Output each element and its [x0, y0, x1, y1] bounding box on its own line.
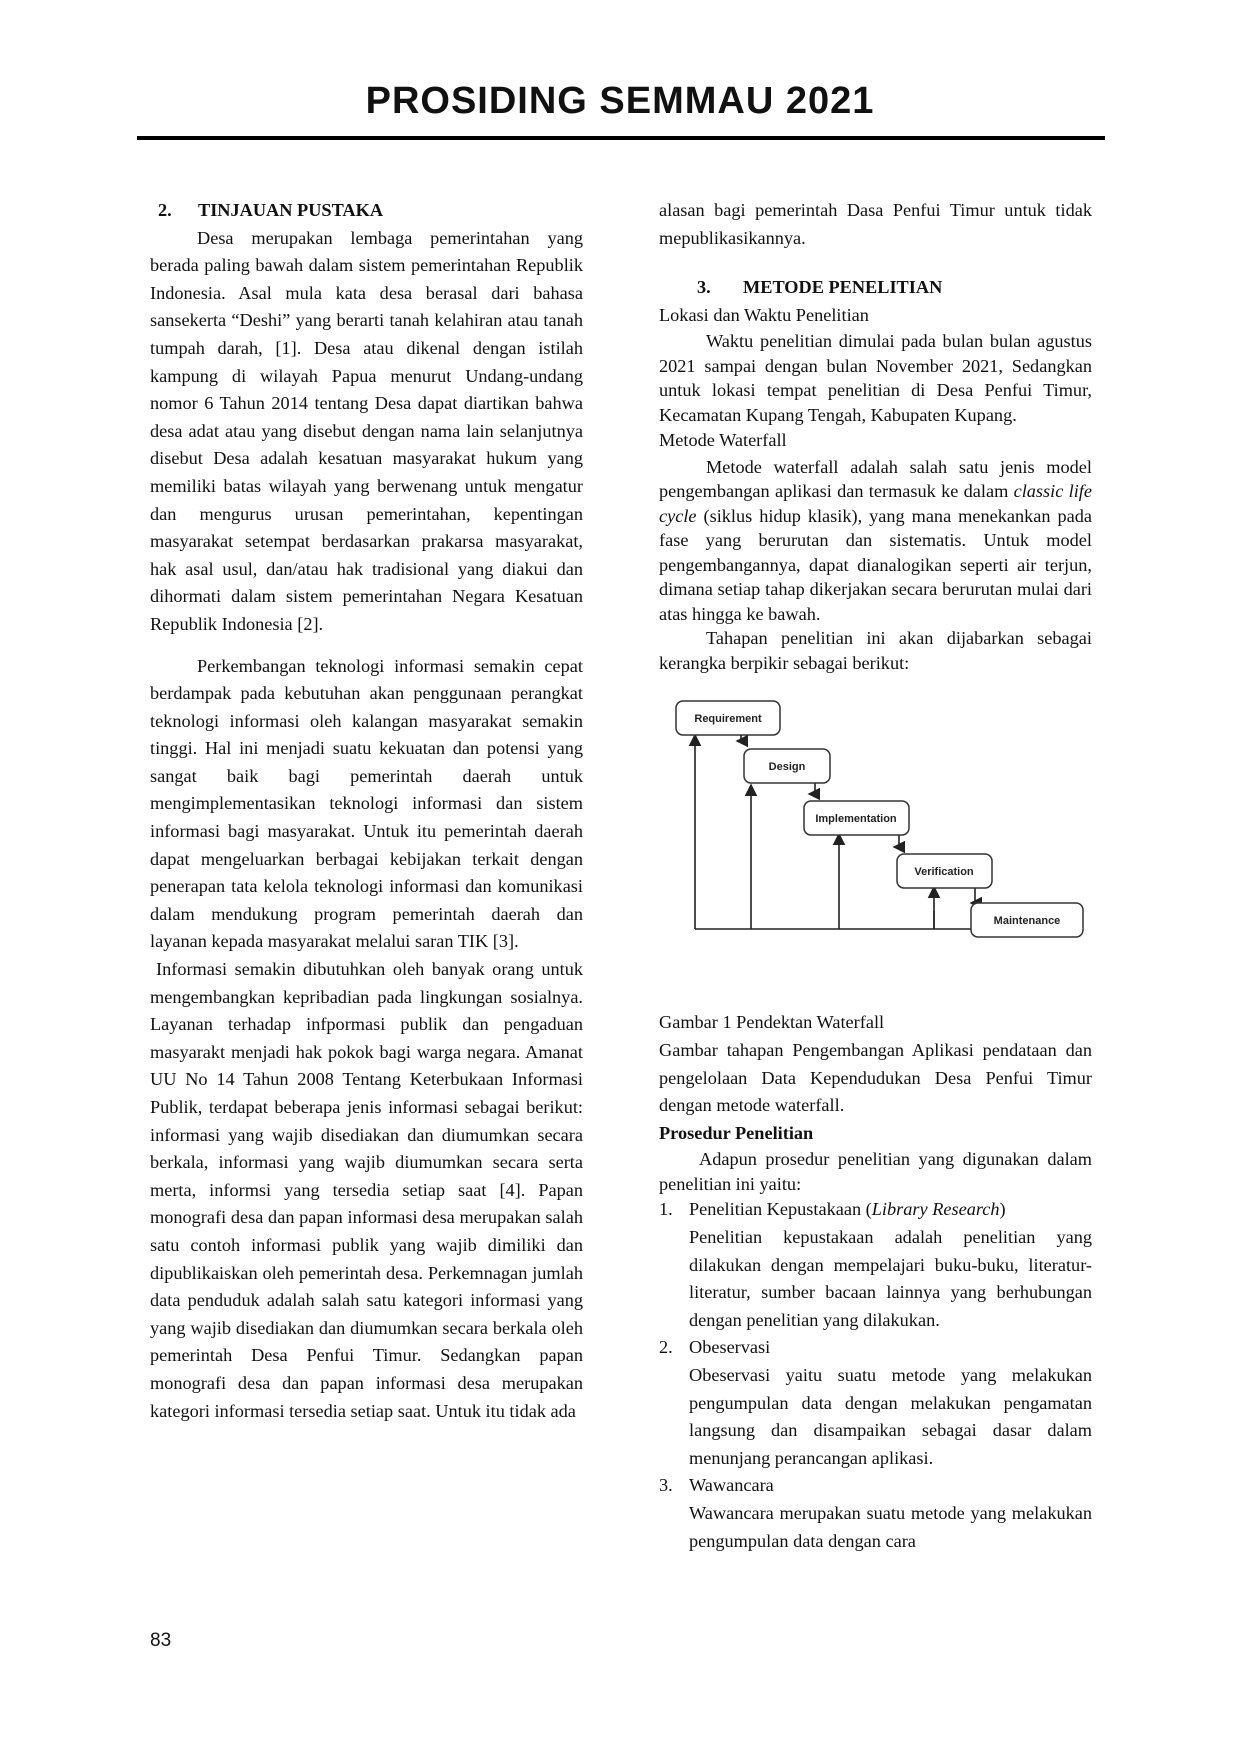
list-item: [659, 1472, 1092, 1555]
list-item-title: Penelitian Kepustakaan (Library Research): [689, 1199, 1006, 1220]
list-item: [659, 1334, 1092, 1472]
list-number: 2.: [659, 1337, 673, 1358]
paragraph-continuation: alasan bagi pemerintah Dasa Penfui Timur untuk tidak mepublikasikannya.: [659, 200, 1092, 248]
section-2-heading: [150, 197, 583, 225]
journal-title: PROSIDING SEMMAU 2021: [365, 80, 875, 122]
left-column: [150, 197, 583, 1425]
page-number: 83: [150, 1630, 172, 1651]
paragraph-waterfall: Metode waterfall adalah salah satu jenis model pengembangan aplikasi dan termasuk ke dalam classic life cycle (siklus hidup klasik), yang mana menekankan pada fase yang berurutan dan sistematis. Untuk model pengembangannya, dapat dianalogikan seperti air terjun, dimana setiap tahap dikerjakan secara berurutan mulai dari atas hingga ke bawah.: [659, 456, 1092, 624]
section-title: METODE PENELITIAN: [743, 277, 943, 298]
italic-term: classic life cycle: [659, 481, 1092, 526]
list-number: 3.: [659, 1475, 673, 1496]
header-rule: [137, 136, 1105, 140]
label-requirement: Requirement: [694, 713, 762, 726]
list-item-body: Wawancara merupakan suatu metode yang melakukan pengumpulan data dengan cara: [689, 1502, 1092, 1551]
list-item-title: Wawancara: [689, 1475, 774, 1496]
label-maintenance: Maintenance: [993, 915, 1061, 928]
subheading-waterfall: Metode Waterfall: [659, 430, 787, 451]
list-item-body: Obeservasi yaitu suatu metode yang melakukan pengumpulan data dengan melakukan pengamatan langsung dan disampaikan sebagai dasar dalam menunjang perancangan aplikasi.: [689, 1365, 1092, 1468]
section-number: 2.: [158, 200, 172, 220]
list-item-body: Penelitian kepustakaan adalah penelitian yang dilakukan dengan mempelajari buku-buku, literatur-literatur, sumber bacaan lainnya yang berhubungan dengan penelitian yang dilakukan.: [689, 1227, 1092, 1330]
paragraph-lokasi: Waktu penelitian dimulai pada bulan bulan agustus 2021 sampai dengan bulan November 2021, Sedangkan untuk lokasi tempat penelitian di Desa Penfui Timur, Kecamatan Kupang Tengah, Kabupaten Kupang.: [659, 331, 1092, 425]
label-design: Design: [768, 761, 806, 774]
subheading-lokasi: Lokasi dan Waktu Penelitian: [659, 304, 869, 325]
paragraph-perkembangan: Perkembangan teknologi informasi semakin cepat berdampak pada kebutuhan akan penggunaan perangkat teknologi informasi oleh kalangan masyarakat semakin tinggi. Hal ini menjadi suatu kekuatan dan potensi yang sangat baik bagi pemerintah daerah untuk mengimplementasikan teknologi informasi dan sistem informasi bagi masyarakat. Untuk itu pemerintah daerah dapat mengeluarkan berbagai kebijakan terkait dengan penerapan tata kelola teknologi informasi dan komunikasi dalam mendukung program pemerintah daerah dan layanan kepada masyarakat melalui saran TIK [3].: [150, 655, 583, 952]
prosedur-heading: Prosedur Penelitian: [659, 1122, 814, 1143]
paragraph-tahapan: Tahapan penelitian ini akan dijabarkan sebagai kerangka berpikir sebagai berikut:: [659, 628, 1092, 673]
list-number: 1.: [659, 1199, 673, 1220]
waterfall-diagram: [659, 689, 1092, 989]
section-number: 3.: [697, 277, 711, 298]
prosedur-list: [659, 1196, 1092, 1555]
paragraph-informasi: Informasi semakin dibutuhkan oleh banyak orang untuk mengembangkan kepribadian pada lingkungan sosialnya. Layanan terhadap infpormasi publik dan pengaduan masyarakt menjadi hak pokok bagi warga negara. Amanat UU No 14 Tahun 2008 Tentang Keterbukaan Informasi Publik, terdapat beberapa jenis informasi sebagai berikut: informasi yang wajib disediakan dan diumumkan secara berkala, informasi yang wajib diumumkan secara serta merta, informsi yang tersedia setiap saat [4]. Papan monografi desa dan papan informasi desa merupakan salah satu contoh informasi publik yang wajib dimiliki dan dipublikaiskan oleh pemerintah desa. Perkemnagan jumlah data penduduk adalah salah satu kategori informasi yang yang wajib disediakan dan diumumkan secara berkala oleh pemerintah Desa Penfui Timur. Sedangkan papan monografi desa dan papan informasi desa merupakan kategori informasi tersedia setiap saat. Untuk itu tidak ada: [150, 959, 583, 1421]
section-title: TINJAUAN PUSTAKA: [198, 200, 384, 220]
list-item-title: Obeservasi: [689, 1337, 771, 1358]
list-item: [659, 1196, 1092, 1334]
paragraph-desa: Desa merupakan lembaga pemerintahan yang berada paling bawah dalam sistem pemerintahan Republik Indonesia. Asal mula kata desa berasal dari bahasa sansekerta “Deshi” yang berarti tanah kelahiran atau tanah tumpah darah, [1]. Desa atau dikenal dengan istilah kampung di wilayah Papua menurut Undang-undang nomor 6 Tahun 2014 tentang Desa dapat diartikan bahwa desa adat atau yang disebut dengan nama lain selanjutnya disebut Desa adalah kesatuan masyarakat hukum yang memiliki batas wilayah yang berwenang untuk mengatur dan mengurus urusan pemerintahan, kepentingan masyarakat setempat berdasarkan prakarsa masyarakat, hak asal usul, dan/atau hak tradisional yang diakui dan dihormati dalam sistem pemerintahan Negara Kesatuan Republik Indonesia [2].: [150, 227, 583, 634]
label-verification: Verification: [914, 866, 974, 879]
label-implementation: Implementation: [815, 813, 897, 826]
paragraph-gambar: Gambar tahapan Pengembangan Aplikasi pendataan dan pengelolaan Data Kependudukan Desa Penfui Timur dengan metode waterfall.: [659, 1040, 1092, 1116]
waterfall-figure: [659, 689, 1092, 989]
prosedur-intro: Adapun prosedur penelitian yang digunakan dalam penelitian ini yaitu:: [659, 1149, 1092, 1194]
figure-caption: Gambar 1 Pendektan Waterfall: [659, 1012, 885, 1033]
right-column: [659, 197, 1092, 1555]
section-3-heading: [659, 274, 1092, 302]
